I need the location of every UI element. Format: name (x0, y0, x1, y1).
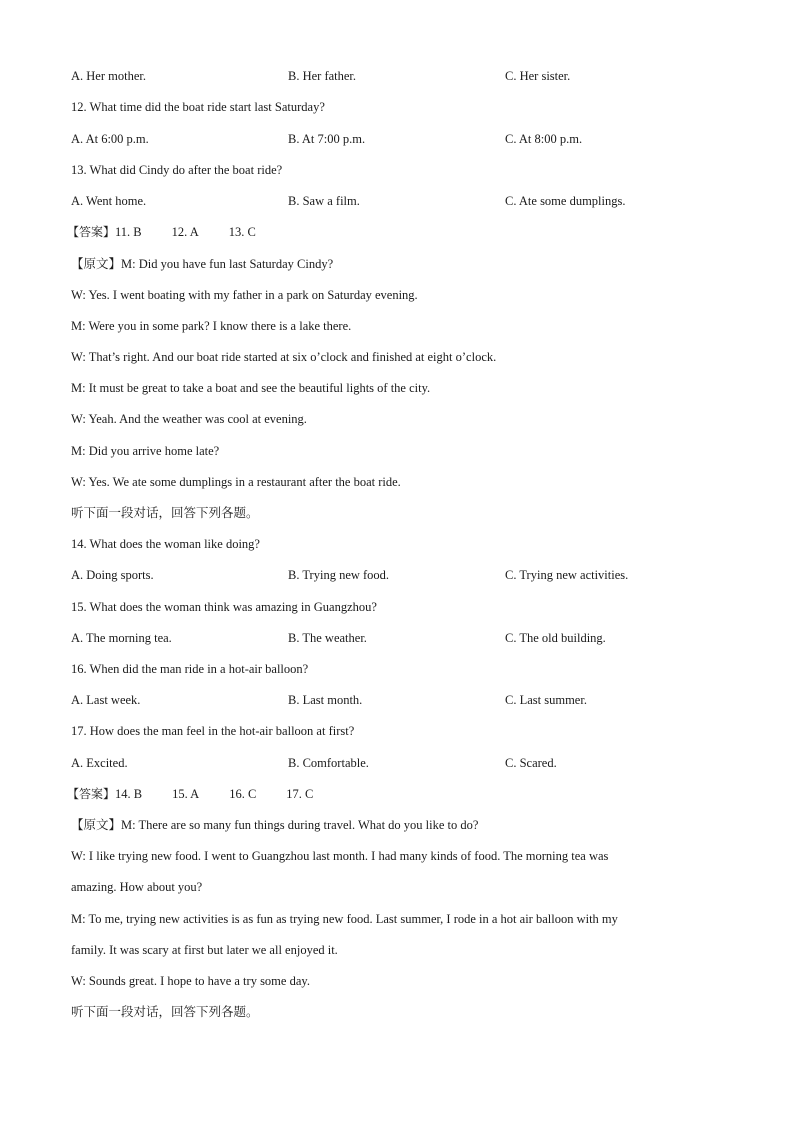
q13-option-c: C. Ate some dumplings. (505, 194, 626, 208)
transcript-1-line-8: W: Yes. We ate some dumplings in a restaurant after the boat ride. (71, 475, 401, 489)
q16-options (71, 692, 731, 708)
q15-option-b: B. The weather. (288, 631, 367, 645)
q16-option-b: B. Last month. (288, 693, 363, 707)
answer-15: 15. A (172, 787, 200, 801)
transcript-2-line-5: family. It was scary at first but later we all enjoyed it. (71, 943, 338, 957)
q17-option-a: A. Excited. (71, 756, 128, 770)
q11-option-a: A. Her mother. (71, 69, 146, 83)
section-instruction-1: 听下面一段对话，回答下列各题。 (71, 505, 259, 520)
transcript-1-line-1: 【原文】M: Did you have fun last Saturday Cindy? (71, 257, 334, 271)
q14-option-a: A. Doing sports. (71, 568, 154, 582)
transcript-1-line-4: W: That’s right. And our boat ride started at six o’clock and finished at eight o’clock. (71, 350, 497, 364)
answer-key-2 (67, 786, 314, 802)
transcript-2-line-3: amazing. How about you? (71, 880, 203, 894)
q13-options (71, 193, 731, 209)
q16-option-c: C. Last summer. (505, 693, 587, 707)
answer-16: 16. C (229, 787, 257, 801)
q13-option-b: B. Saw a film. (288, 194, 360, 208)
q16-option-a: A. Last week. (71, 693, 141, 707)
q12-option-a: A. At 6:00 p.m. (71, 132, 149, 146)
q15-question: 15. What does the woman think was amazing in Guangzhou? (71, 600, 377, 614)
q12-options (71, 131, 731, 147)
transcript-2-line-1: 【原文】M: There are so many fun things during travel. What do you like to do? (71, 818, 479, 832)
q15-option-c: C. The old building. (505, 631, 606, 645)
q14-options (71, 567, 731, 583)
transcript-1-line-6: W: Yeah. And the weather was cool at evening. (71, 412, 307, 426)
answer-label: 【答案】 (67, 787, 116, 801)
transcript-2-line-4: M: To me, trying new activities is as fun as trying new food. Last summer, I rode in a hot air balloon with my (71, 912, 618, 926)
q16-question: 16. When did the man ride in a hot-air balloon? (71, 662, 309, 676)
q17-option-c: C. Scared. (505, 756, 557, 770)
q14-question: 14. What does the woman like doing? (71, 537, 260, 551)
q15-option-a: A. The morning tea. (71, 631, 172, 645)
transcript-1-line-3: M: Were you in some park? I know there is a lake there. (71, 319, 352, 333)
q13-option-a: A. Went home. (71, 194, 147, 208)
answer-14: 14. B (115, 787, 143, 801)
q12-option-c: C. At 8:00 p.m. (505, 132, 583, 146)
transcript-1-line-2: W: Yes. I went boating with my father in a park on Saturday evening. (71, 288, 418, 302)
answer-11: 11. B (115, 225, 142, 239)
section-instruction-2: 听下面一段对话，回答下列各题。 (71, 1004, 259, 1019)
q12-question: 12. What time did the boat ride start last Saturday? (71, 100, 325, 114)
transcript-2-line-2: W: I like trying new food. I went to Guangzhou last month. I had many kinds of food. The morning tea was (71, 849, 609, 863)
q17-options (71, 755, 731, 771)
q11-option-c: C. Her sister. (505, 69, 571, 83)
q15-options (71, 630, 731, 646)
answer-key-1 (67, 224, 256, 240)
answer-12: 12. A (171, 225, 199, 239)
q14-option-b: B. Trying new food. (288, 568, 390, 582)
q17-option-b: B. Comfortable. (288, 756, 369, 770)
answer-17: 17. C (286, 787, 314, 801)
q12-option-b: B. At 7:00 p.m. (288, 132, 366, 146)
q14-option-c: C. Trying new activities. (505, 568, 629, 582)
q11-option-b: B. Her father. (288, 69, 357, 83)
transcript-2-line-6: W: Sounds great. I hope to have a try some day. (71, 974, 310, 988)
q13-question: 13. What did Cindy do after the boat ride? (71, 163, 283, 177)
answer-label: 【答案】 (67, 225, 116, 239)
q17-question: 17. How does the man feel in the hot-air balloon at first? (71, 724, 355, 738)
q11-options (71, 68, 731, 84)
answer-13: 13. C (228, 225, 256, 239)
transcript-1-line-5: M: It must be great to take a boat and see the beautiful lights of the city. (71, 381, 431, 395)
transcript-1-line-7: M: Did you arrive home late? (71, 444, 220, 458)
